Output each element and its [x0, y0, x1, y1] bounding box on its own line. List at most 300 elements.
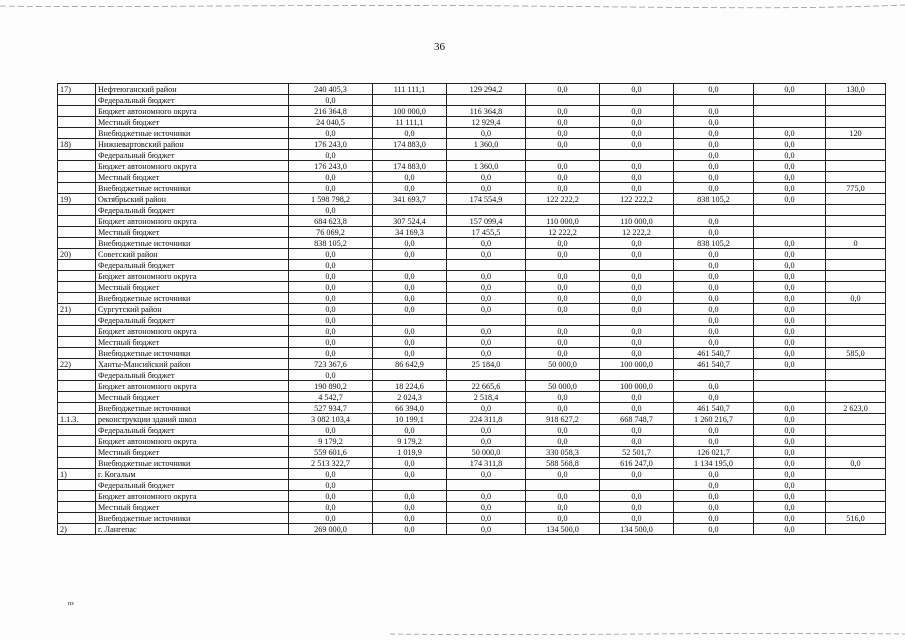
value-cell: 116 364,8: [447, 106, 526, 117]
value-cell: [754, 117, 826, 128]
value-cell: 0,0: [289, 315, 373, 326]
table-row: [58, 337, 886, 348]
value-cell: 0,0: [447, 172, 526, 183]
value-cell: 224 311,8: [447, 414, 526, 425]
table-row: [58, 370, 886, 381]
value-cell: 4 542,7: [289, 392, 373, 403]
row-name: Бюджет автономного округа: [96, 436, 289, 447]
value-cell: 0,0: [674, 480, 754, 491]
table-row: [58, 436, 886, 447]
table-row: [58, 425, 886, 436]
value-cell: [826, 337, 886, 348]
value-cell: 122 222,2: [600, 194, 674, 205]
value-cell: 0,0: [373, 469, 447, 480]
value-cell: 0,0: [674, 260, 754, 271]
value-cell: 0,0: [526, 491, 600, 502]
value-cell: 134 500,0: [526, 524, 600, 535]
table-row: [58, 304, 886, 315]
value-cell: 0,0: [526, 304, 600, 315]
row-name: Сургутский район: [96, 304, 289, 315]
value-cell: 0,0: [373, 337, 447, 348]
value-cell: [826, 359, 886, 370]
table-row: [58, 205, 886, 216]
row-number: [58, 447, 96, 458]
value-cell: [674, 95, 754, 106]
value-cell: 0,0: [754, 304, 826, 315]
value-cell: 0,0: [754, 359, 826, 370]
value-cell: 0,0: [754, 436, 826, 447]
row-number: [58, 260, 96, 271]
row-number: 1.1.3.: [58, 414, 96, 425]
value-cell: 0,0: [447, 469, 526, 480]
table-row: [58, 458, 886, 469]
row-number: [58, 293, 96, 304]
value-cell: 0,0: [600, 491, 674, 502]
value-cell: 341 693,7: [373, 194, 447, 205]
table-row: [58, 117, 886, 128]
row-number: [58, 392, 96, 403]
value-cell: 559 601,6: [289, 447, 373, 458]
row-number: [58, 480, 96, 491]
row-number: [58, 216, 96, 227]
value-cell: 0,0: [289, 128, 373, 139]
value-cell: 110 000,0: [526, 216, 600, 227]
value-cell: 0,0: [754, 194, 826, 205]
value-cell: 111 111,1: [373, 84, 447, 95]
value-cell: 0,0: [373, 172, 447, 183]
row-number: 21): [58, 304, 96, 315]
value-cell: 216 364,8: [289, 106, 373, 117]
row-number: [58, 282, 96, 293]
table-row: [58, 326, 886, 337]
table-row: [58, 139, 886, 150]
value-cell: 0,0: [447, 436, 526, 447]
value-cell: 0,0: [447, 326, 526, 337]
value-cell: 0,0: [674, 128, 754, 139]
value-cell: 52 501,7: [600, 447, 674, 458]
row-name: Советский район: [96, 249, 289, 260]
row-name: Местный бюджет: [96, 392, 289, 403]
value-cell: 0,0: [447, 304, 526, 315]
row-number: 22): [58, 359, 96, 370]
value-cell: 190 890,2: [289, 381, 373, 392]
value-cell: [826, 117, 886, 128]
value-cell: 0,0: [600, 436, 674, 447]
value-cell: [754, 95, 826, 106]
row-number: [58, 117, 96, 128]
row-name: Внебюджетные источники: [96, 238, 289, 249]
value-cell: 0,0: [289, 95, 373, 106]
value-cell: [826, 216, 886, 227]
value-cell: 838 105,2: [289, 238, 373, 249]
value-cell: 0,0: [674, 491, 754, 502]
value-cell: 129 294,2: [447, 84, 526, 95]
row-name: Бюджет автономного округа: [96, 381, 289, 392]
table-row: [58, 447, 886, 458]
value-cell: 0,0: [526, 117, 600, 128]
value-cell: [826, 480, 886, 491]
value-cell: 174 883,0: [373, 139, 447, 150]
value-cell: 11 111,1: [373, 117, 447, 128]
value-cell: 0,0: [289, 425, 373, 436]
value-cell: 0,0: [674, 392, 754, 403]
row-number: [58, 205, 96, 216]
value-cell: 0,0: [674, 304, 754, 315]
row-number: [58, 425, 96, 436]
value-cell: 0,0: [289, 249, 373, 260]
value-cell: 2 623,0: [826, 403, 886, 414]
value-cell: 0,0: [447, 403, 526, 414]
value-cell: 134 500,0: [600, 524, 674, 535]
value-cell: [754, 205, 826, 216]
value-cell: 0,0: [373, 271, 447, 282]
row-name: Нижневартовский район: [96, 139, 289, 150]
value-cell: 0,0: [373, 502, 447, 513]
row-name: Октябрьский район: [96, 194, 289, 205]
value-cell: 0,0: [600, 128, 674, 139]
row-number: [58, 183, 96, 194]
value-cell: 0,0: [526, 84, 600, 95]
value-cell: 0,0: [289, 282, 373, 293]
value-cell: 0,0: [526, 249, 600, 260]
value-cell: [826, 370, 886, 381]
value-cell: 0,0: [754, 403, 826, 414]
value-cell: 918 627,2: [526, 414, 600, 425]
value-cell: 0,0: [526, 337, 600, 348]
table-row: [58, 271, 886, 282]
table-row: [58, 84, 886, 95]
value-cell: [826, 172, 886, 183]
value-cell: [600, 95, 674, 106]
row-name: Местный бюджет: [96, 337, 289, 348]
value-cell: 0,0: [373, 293, 447, 304]
value-cell: 0,0: [289, 150, 373, 161]
value-cell: 0,0: [600, 425, 674, 436]
row-name: Местный бюджет: [96, 117, 289, 128]
value-cell: [826, 304, 886, 315]
row-name: Внебюджетные источники: [96, 513, 289, 524]
value-cell: 0,0: [674, 469, 754, 480]
value-cell: 0,0: [526, 392, 600, 403]
value-cell: 0,0: [373, 326, 447, 337]
value-cell: 838 105,2: [674, 194, 754, 205]
value-cell: 110 000,0: [600, 216, 674, 227]
value-cell: [826, 502, 886, 513]
table-row: [58, 249, 886, 260]
value-cell: 0,0: [674, 183, 754, 194]
value-cell: 0,0: [754, 447, 826, 458]
value-cell: [373, 150, 447, 161]
value-cell: 0,0: [526, 469, 600, 480]
value-cell: 0,0: [754, 513, 826, 524]
value-cell: 0,0: [447, 502, 526, 513]
value-cell: 668 748,7: [600, 414, 674, 425]
value-cell: [826, 392, 886, 403]
value-cell: 0,0: [674, 326, 754, 337]
value-cell: 269 000,0: [289, 524, 373, 535]
row-name: Бюджет автономного округа: [96, 271, 289, 282]
row-number: [58, 227, 96, 238]
value-cell: 126 021,7: [674, 447, 754, 458]
value-cell: 0,0: [447, 348, 526, 359]
value-cell: [826, 326, 886, 337]
value-cell: 1 598 798,2: [289, 194, 373, 205]
value-cell: 0,0: [600, 293, 674, 304]
value-cell: [447, 205, 526, 216]
value-cell: 0,0: [447, 183, 526, 194]
table-row: [58, 172, 886, 183]
row-name: Бюджет автономного округа: [96, 326, 289, 337]
value-cell: 0,0: [526, 513, 600, 524]
value-cell: 0,0: [373, 425, 447, 436]
value-cell: 0,0: [373, 458, 447, 469]
value-cell: [826, 381, 886, 392]
value-cell: 0,0: [674, 282, 754, 293]
value-cell: 0,0: [600, 161, 674, 172]
row-name: г. Когалым: [96, 469, 289, 480]
value-cell: 0,0: [289, 172, 373, 183]
value-cell: [526, 315, 600, 326]
row-name: Бюджет автономного округа: [96, 161, 289, 172]
value-cell: 330 058,3: [526, 447, 600, 458]
value-cell: [754, 392, 826, 403]
table-row: [58, 348, 886, 359]
table-row: [58, 238, 886, 249]
value-cell: 0,0: [289, 491, 373, 502]
value-cell: 0,0: [754, 183, 826, 194]
value-cell: [826, 161, 886, 172]
row-name: Федеральный бюджет: [96, 370, 289, 381]
value-cell: 0,0: [447, 425, 526, 436]
value-cell: [826, 447, 886, 458]
table-row: [58, 381, 886, 392]
value-cell: [826, 249, 886, 260]
row-number: [58, 106, 96, 117]
row-name: Местный бюджет: [96, 172, 289, 183]
row-name: Нефтеюганский район: [96, 84, 289, 95]
value-cell: 0,0: [373, 183, 447, 194]
page-number: 36: [434, 41, 445, 53]
table-row: [58, 480, 886, 491]
value-cell: 0,0: [600, 139, 674, 150]
value-cell: 0,0: [447, 491, 526, 502]
row-name: Бюджет автономного округа: [96, 491, 289, 502]
value-cell: 174 554,9: [447, 194, 526, 205]
value-cell: 0,0: [373, 513, 447, 524]
value-cell: [826, 436, 886, 447]
value-cell: 461 540,7: [674, 348, 754, 359]
value-cell: 120: [826, 128, 886, 139]
table-row: [58, 183, 886, 194]
row-name: Внебюджетные источники: [96, 128, 289, 139]
table-row: [58, 513, 886, 524]
value-cell: 1 019,9: [373, 447, 447, 458]
row-name: Местный бюджет: [96, 502, 289, 513]
footer-mark: пз: [68, 601, 74, 607]
value-cell: [826, 106, 886, 117]
value-cell: 307 524,4: [373, 216, 447, 227]
value-cell: 0,0: [526, 128, 600, 139]
value-cell: [826, 227, 886, 238]
value-cell: [373, 95, 447, 106]
value-cell: 0,0: [674, 172, 754, 183]
value-cell: 0,0: [600, 403, 674, 414]
value-cell: 0,0: [373, 128, 447, 139]
value-cell: [826, 524, 886, 535]
value-cell: 0,0: [526, 282, 600, 293]
value-cell: [373, 205, 447, 216]
row-name: Федеральный бюджет: [96, 425, 289, 436]
value-cell: [526, 95, 600, 106]
value-cell: 0,0: [674, 337, 754, 348]
value-cell: 0,0: [526, 403, 600, 414]
row-number: [58, 370, 96, 381]
value-cell: 3 082 103,4: [289, 414, 373, 425]
value-cell: 0,0: [526, 183, 600, 194]
value-cell: 0,0: [526, 271, 600, 282]
value-cell: 9 179,2: [373, 436, 447, 447]
value-cell: [826, 95, 886, 106]
row-number: [58, 348, 96, 359]
value-cell: 0,0: [289, 260, 373, 271]
value-cell: 0,0: [754, 260, 826, 271]
value-cell: 0,0: [289, 502, 373, 513]
row-number: [58, 238, 96, 249]
value-cell: 0,0: [674, 249, 754, 260]
value-cell: [826, 414, 886, 425]
value-cell: [373, 260, 447, 271]
row-name: Бюджет автономного округа: [96, 216, 289, 227]
row-name: Внебюджетные источники: [96, 403, 289, 414]
value-cell: 0,0: [447, 282, 526, 293]
value-cell: 240 405,3: [289, 84, 373, 95]
value-cell: 1 360,0: [447, 161, 526, 172]
value-cell: 0,0: [447, 238, 526, 249]
value-cell: 0,0: [600, 249, 674, 260]
row-number: [58, 95, 96, 106]
value-cell: 0,0: [447, 337, 526, 348]
value-cell: 0,0: [754, 414, 826, 425]
value-cell: 461 540,7: [674, 403, 754, 414]
value-cell: 0,0: [289, 304, 373, 315]
row-number: [58, 381, 96, 392]
value-cell: 0,0: [526, 293, 600, 304]
value-cell: 0,0: [600, 172, 674, 183]
value-cell: 0,0: [754, 524, 826, 535]
value-cell: 0: [826, 238, 886, 249]
value-cell: 723 367,6: [289, 359, 373, 370]
value-cell: [526, 205, 600, 216]
row-number: [58, 326, 96, 337]
row-name: Федеральный бюджет: [96, 150, 289, 161]
table-row: [58, 128, 886, 139]
value-cell: 0,0: [674, 524, 754, 535]
table-row: [58, 282, 886, 293]
value-cell: 0,0: [526, 436, 600, 447]
table-row: [58, 216, 886, 227]
value-cell: [826, 150, 886, 161]
table-row: [58, 150, 886, 161]
value-cell: [447, 260, 526, 271]
row-number: 1): [58, 469, 96, 480]
row-number: [58, 150, 96, 161]
value-cell: 86 642,9: [373, 359, 447, 370]
value-cell: 0,0: [826, 293, 886, 304]
row-number: 2): [58, 524, 96, 535]
table-row: [58, 469, 886, 480]
row-number: [58, 403, 96, 414]
value-cell: 0,0: [754, 458, 826, 469]
value-cell: 0,0: [289, 205, 373, 216]
value-cell: 25 184,0: [447, 359, 526, 370]
value-cell: 0,0: [754, 271, 826, 282]
table-row: [58, 524, 886, 535]
value-cell: 0,0: [600, 106, 674, 117]
value-cell: 0,0: [600, 348, 674, 359]
value-cell: [600, 480, 674, 491]
value-cell: 9 179,2: [289, 436, 373, 447]
table-row: [58, 260, 886, 271]
table-row: [58, 491, 886, 502]
row-name: реконструкции зданий школ: [96, 414, 289, 425]
value-cell: 0,0: [674, 315, 754, 326]
value-cell: 0,0: [754, 282, 826, 293]
value-cell: [674, 205, 754, 216]
value-cell: 0,0: [754, 502, 826, 513]
value-cell: 0,0: [526, 502, 600, 513]
value-cell: 0,0: [526, 425, 600, 436]
value-cell: 0,0: [754, 348, 826, 359]
row-number: [58, 458, 96, 469]
value-cell: 0,0: [600, 502, 674, 513]
value-cell: 0,0: [674, 513, 754, 524]
value-cell: 0,0: [373, 348, 447, 359]
row-number: [58, 337, 96, 348]
value-cell: 12 929,4: [447, 117, 526, 128]
row-name: Федеральный бюджет: [96, 480, 289, 491]
value-cell: [600, 260, 674, 271]
value-cell: 0,0: [674, 381, 754, 392]
value-cell: 0,0: [526, 161, 600, 172]
value-cell: [600, 150, 674, 161]
value-cell: 0,0: [674, 161, 754, 172]
value-cell: [447, 370, 526, 381]
value-cell: 0,0: [373, 282, 447, 293]
value-cell: [373, 480, 447, 491]
value-cell: 0,0: [754, 172, 826, 183]
row-number: [58, 128, 96, 139]
value-cell: 0,0: [754, 139, 826, 150]
value-cell: 0,0: [754, 425, 826, 436]
value-cell: 0,0: [754, 480, 826, 491]
value-cell: 2 513 322,7: [289, 458, 373, 469]
value-cell: 0,0: [447, 293, 526, 304]
value-cell: 0,0: [289, 337, 373, 348]
value-cell: 0,0: [754, 128, 826, 139]
value-cell: [754, 227, 826, 238]
value-cell: [754, 216, 826, 227]
value-cell: 50 000,0: [526, 381, 600, 392]
value-cell: 0,0: [754, 337, 826, 348]
value-cell: 0,0: [373, 238, 447, 249]
value-cell: 0,0: [447, 524, 526, 535]
value-cell: 616 247,0: [600, 458, 674, 469]
value-cell: [526, 480, 600, 491]
table-row: [58, 359, 886, 370]
value-cell: 0,0: [754, 249, 826, 260]
value-cell: 100 000,0: [373, 106, 447, 117]
value-cell: 2 024,3: [373, 392, 447, 403]
